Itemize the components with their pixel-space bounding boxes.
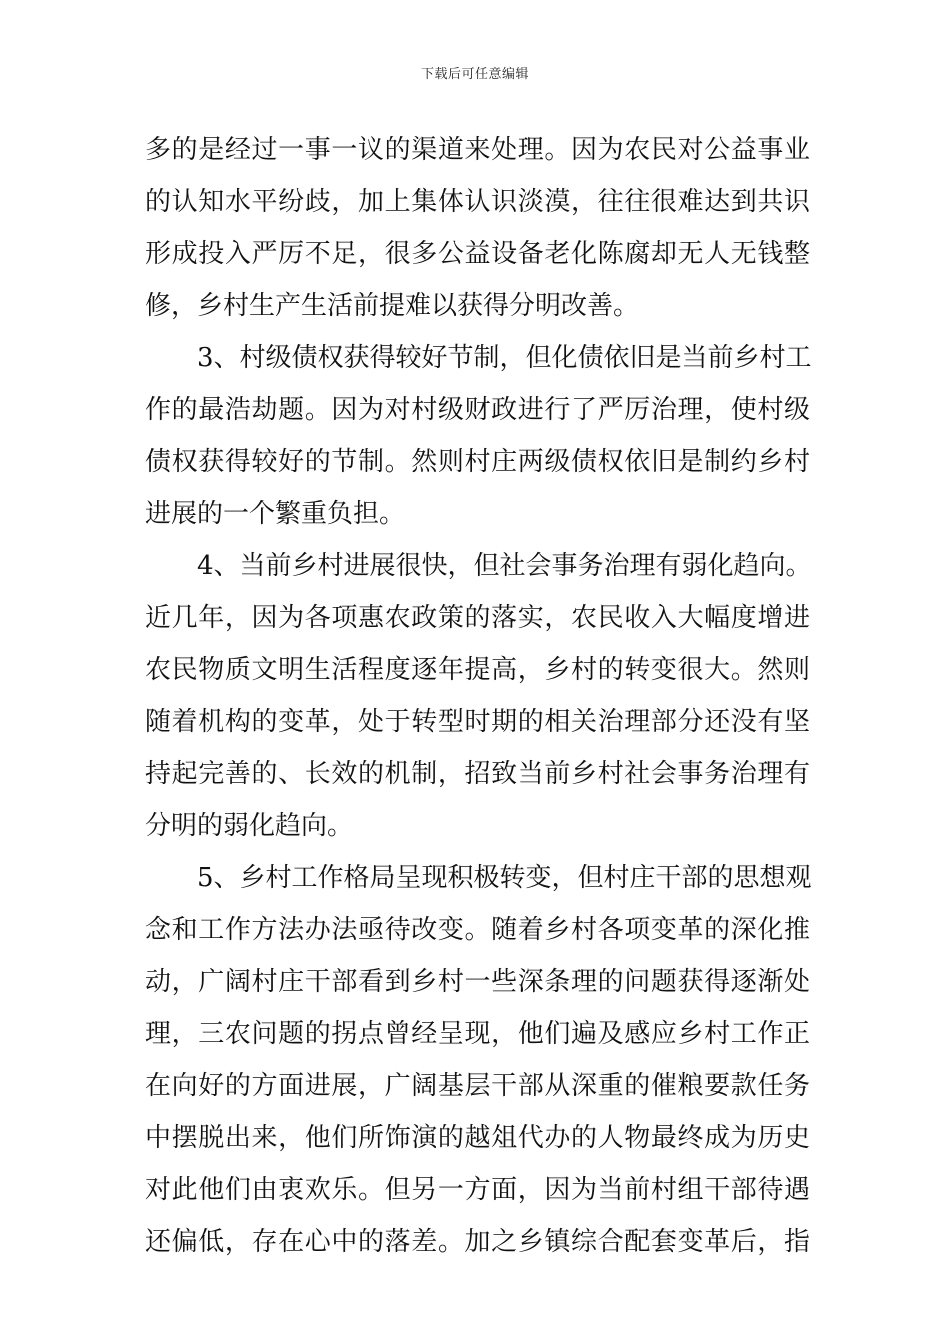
text-line: 在向好的方面进展，广阔基层干部从深重的催粮要款任务: [145, 1071, 810, 1101]
text-line: 分明的弱化趋向。: [145, 811, 354, 841]
text-line: 对此他们由衷欢乐。但另一方面，因为当前村组干部待遇: [145, 1175, 810, 1205]
paragraph-1: [145, 124, 810, 332]
page-header: 下载后可任意编辑: [420, 67, 529, 82]
paragraph-3: [145, 540, 810, 852]
text-line: 形成投入严厉不足，很多公益设备老化陈腐却无人无钱整: [145, 239, 810, 269]
text-line: 债权获得较好的节制。然则村庄两级债权依旧是制约乡村: [145, 447, 810, 477]
text-line: 5、乡村工作格局呈现积极转变，但村庄干部的思想观: [197, 863, 812, 893]
paragraph-2: [145, 332, 810, 540]
text-line: 修，乡村生产生活前提难以获得分明改善。: [145, 291, 640, 321]
text-line: 近几年，因为各项惠农政策的落实，农民收入大幅度增进: [145, 603, 810, 633]
text-line: 念和工作方法办法亟待改变。随着乡村各项变革的深化推: [145, 915, 810, 945]
text-line: 多的是经过一事一议的渠道来处理。因为农民对公益事业: [145, 135, 810, 165]
text-line: 还偏低，存在心中的落差。加之乡镇综合配套变革后，指: [145, 1227, 810, 1257]
text-line: 作的最浩劫题。因为对村级财政进行了严厉治理，使村级: [145, 395, 810, 425]
text-line: 4、当前乡村进展很快，但社会事务治理有弱化趋向。: [197, 551, 812, 581]
text-line: 动，广阔村庄干部看到乡村一些深条理的问题获得逐渐处: [145, 967, 810, 997]
text-line: 的认知水平纷歧，加上集体认识淡漠，往往很难达到共识: [145, 187, 810, 217]
text-line: 随着机构的变革，处于转型时期的相关治理部分还没有坚: [145, 707, 810, 737]
text-line: 持起完善的、长效的机制，招致当前乡村社会事务治理有: [145, 759, 810, 789]
text-line: 中摆脱出来，他们所饰演的越俎代办的人物最终成为历史: [145, 1123, 810, 1153]
text-line: 3、村级债权获得较好节制，但化债依旧是当前乡村工: [197, 343, 812, 373]
document-body: [145, 124, 810, 1268]
text-line: 进展的一个繁重负担。: [145, 499, 406, 529]
text-line: 农民物质文明生活程度逐年提高，乡村的转变很大。然则: [145, 655, 810, 685]
text-line: 理，三农问题的拐点曾经呈现，他们遍及感应乡村工作正: [145, 1019, 810, 1049]
paragraph-4: [145, 852, 810, 1268]
